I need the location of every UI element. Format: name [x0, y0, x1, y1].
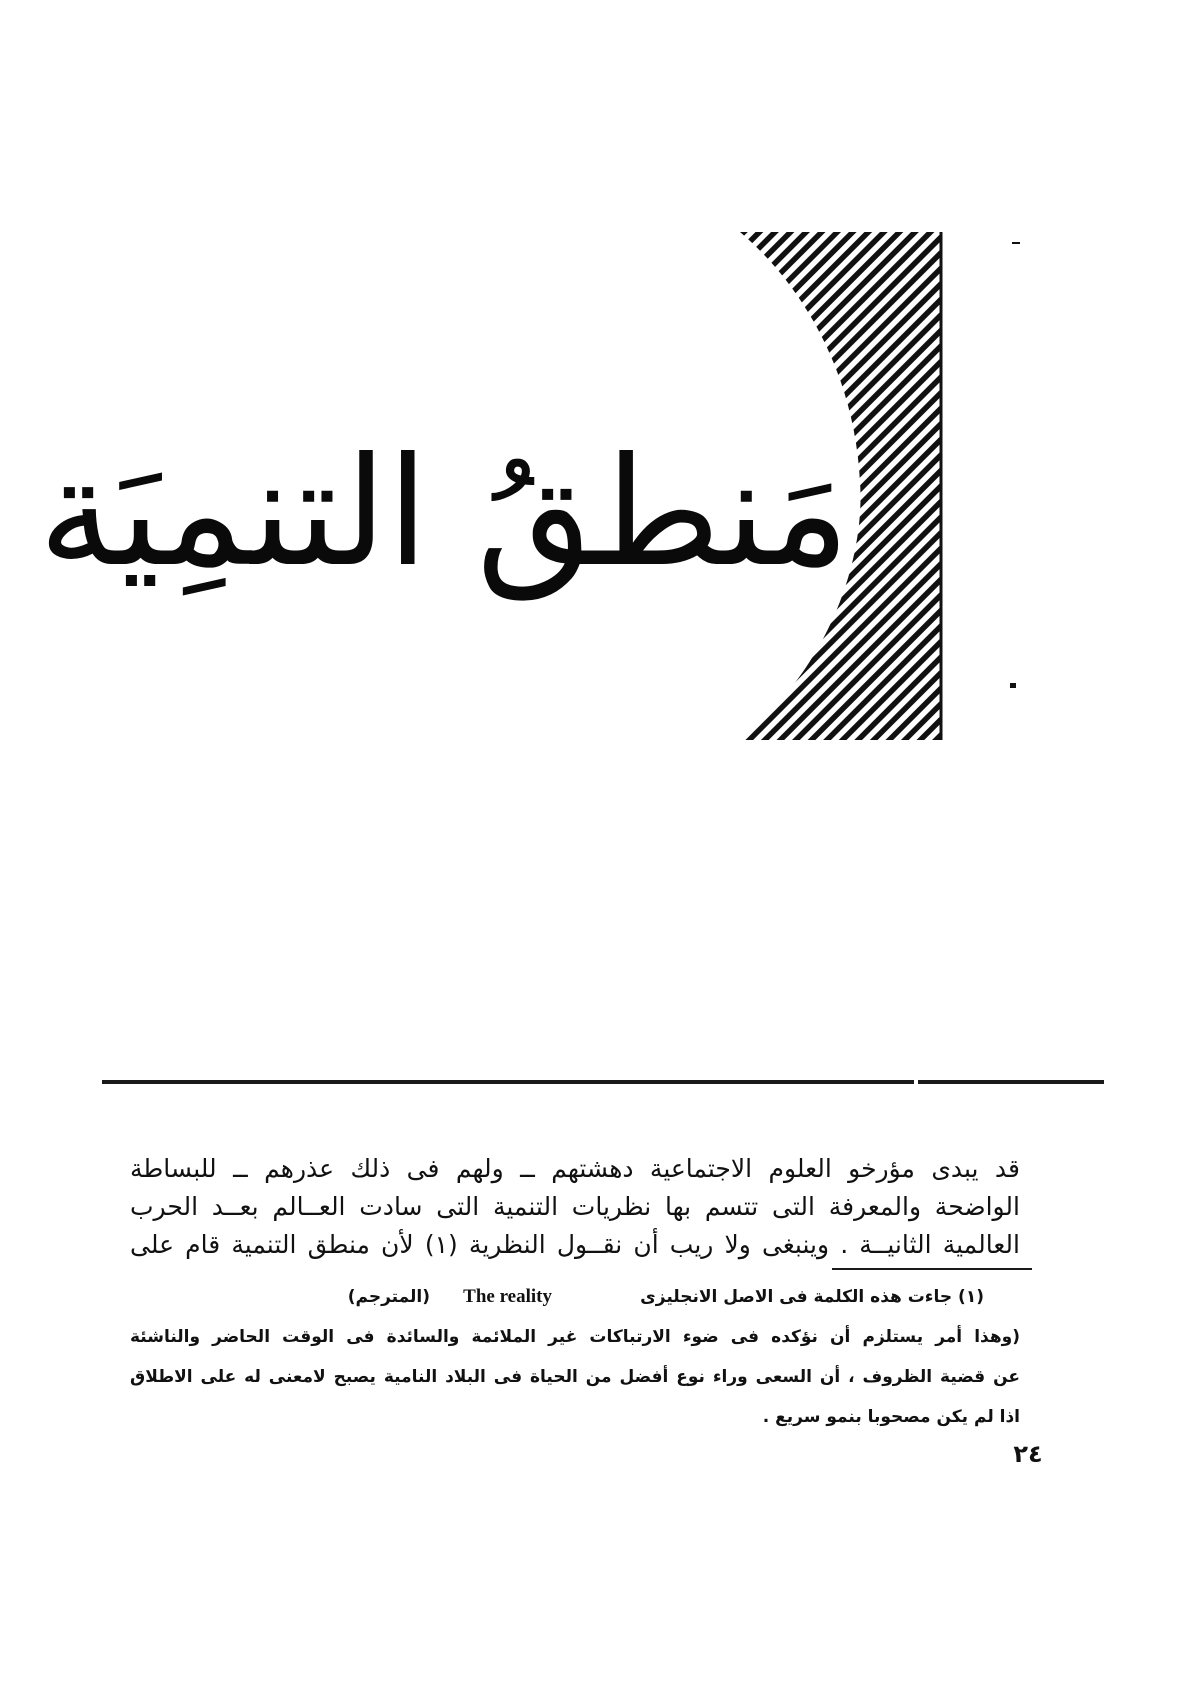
- chapter-title: مَنطقُ التنمِيَة: [38, 426, 850, 600]
- footnote-separator: [832, 1268, 1032, 1270]
- footnote-1-text: (١) جاءت هذه الكلمة فى الاصل الانجليزى: [640, 1287, 984, 1307]
- footnote-line: (وهذا أمر يستلزم أن نؤكده فى ضوء الارتباكات غير الملائمة والسائدة فى الوقت الحاضر والناشئة: [130, 1327, 1020, 1347]
- footnote-1-translator-note: (المترجم): [347, 1287, 430, 1307]
- body-line: العالمية الثانيــة . وينبغى ولا ريب أن نقــول النظرية (١) لأن منطق التنمية قام على: [130, 1230, 1020, 1259]
- separator-rule-left: [102, 1080, 914, 1084]
- footnote-line: عن قضية الظروف ، أن السعى وراء نوع أفضل من الحياة فى البلاد النامية يصبح لامعنى له على الاطلاق: [130, 1367, 1020, 1387]
- body-line: قد يبدى مؤرخو العلوم الاجتماعية دهشتهم ــ ولهم فى ذلك عذرهم ــ للبساطة: [130, 1154, 1020, 1183]
- footnote-1: [130, 1282, 1020, 1312]
- body-line: الواضحة والمعرفة التى تتسم بها نظريات التنمية التى سادت العــالم بعــد الحرب: [130, 1192, 1020, 1221]
- stray-mark: [1012, 242, 1020, 244]
- body-paragraph: [130, 1150, 1020, 1264]
- stray-mark: [1010, 683, 1016, 688]
- footnote-line: اذا لم يكن مصحوبا بنمو سريع .: [762, 1407, 1020, 1427]
- page-number: ٢٤: [1013, 1440, 1043, 1468]
- footnote-1-english-term: The reality: [463, 1286, 552, 1307]
- separator-rule-right: [918, 1080, 1104, 1084]
